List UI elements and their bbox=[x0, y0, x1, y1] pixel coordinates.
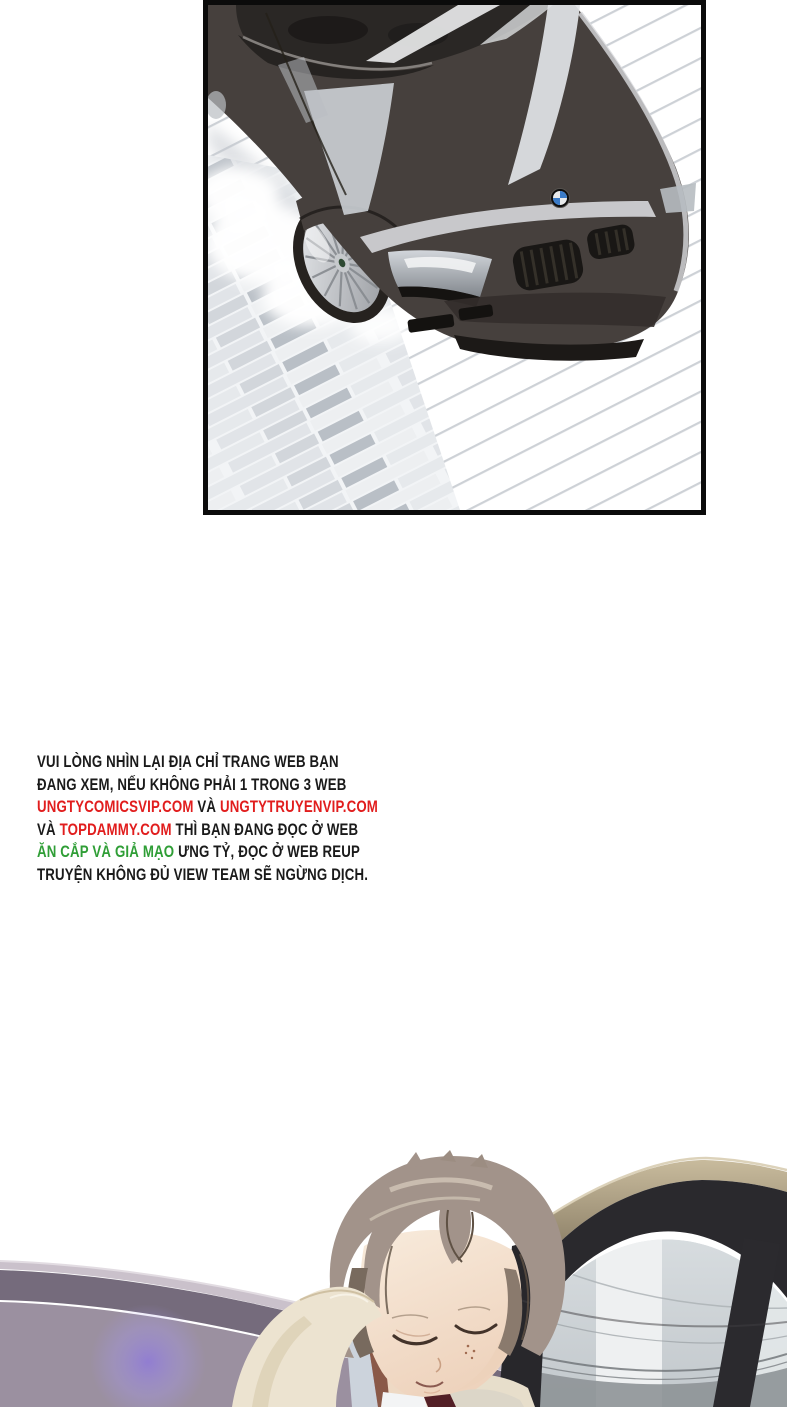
warning-segment: ĐANG XEM, NẾU KHÔNG PHẢI 1 TRONG 3 WEB bbox=[37, 774, 347, 794]
warning-text-block bbox=[37, 751, 467, 886]
warning-line bbox=[37, 751, 372, 774]
character-scene bbox=[0, 1150, 787, 1407]
site-link-text: UNGTYTRUYENVIP.COM bbox=[219, 797, 378, 816]
site-link-text: TOPDAMMY.COM bbox=[59, 819, 172, 839]
emphasis-text: ĂN CẮP VÀ GIẢ MẠO bbox=[37, 842, 175, 861]
warning-line bbox=[37, 864, 372, 887]
bmw-badge-icon bbox=[551, 189, 570, 208]
warning-segment: TRUYỆN KHÔNG ĐỦ VIEW TEAM SẼ NGỪNG DỊCH. bbox=[37, 864, 369, 884]
top-panel-car[interactable] bbox=[203, 0, 706, 515]
warning-segment: THÌ BẠN ĐANG ĐỌC Ở WEB bbox=[171, 819, 359, 839]
warning-segment: VÀ bbox=[193, 797, 220, 816]
warning-line bbox=[37, 841, 372, 864]
warning-segment: VUI LÒNG NHÌN LẠI ĐỊA CHỈ TRANG WEB BẠN bbox=[37, 752, 339, 771]
warning-line bbox=[37, 819, 372, 842]
car-scene bbox=[208, 5, 701, 510]
warning-segment: ƯNG TỶ, ĐỌC Ở WEB REUP bbox=[174, 842, 361, 861]
warning-segment: VÀ bbox=[37, 819, 60, 839]
bottom-panel-character[interactable] bbox=[0, 1150, 787, 1407]
warning-line bbox=[37, 774, 372, 797]
warning-line bbox=[37, 796, 378, 819]
site-link-text: UNGTYCOMICSVIP.COM bbox=[37, 797, 194, 816]
